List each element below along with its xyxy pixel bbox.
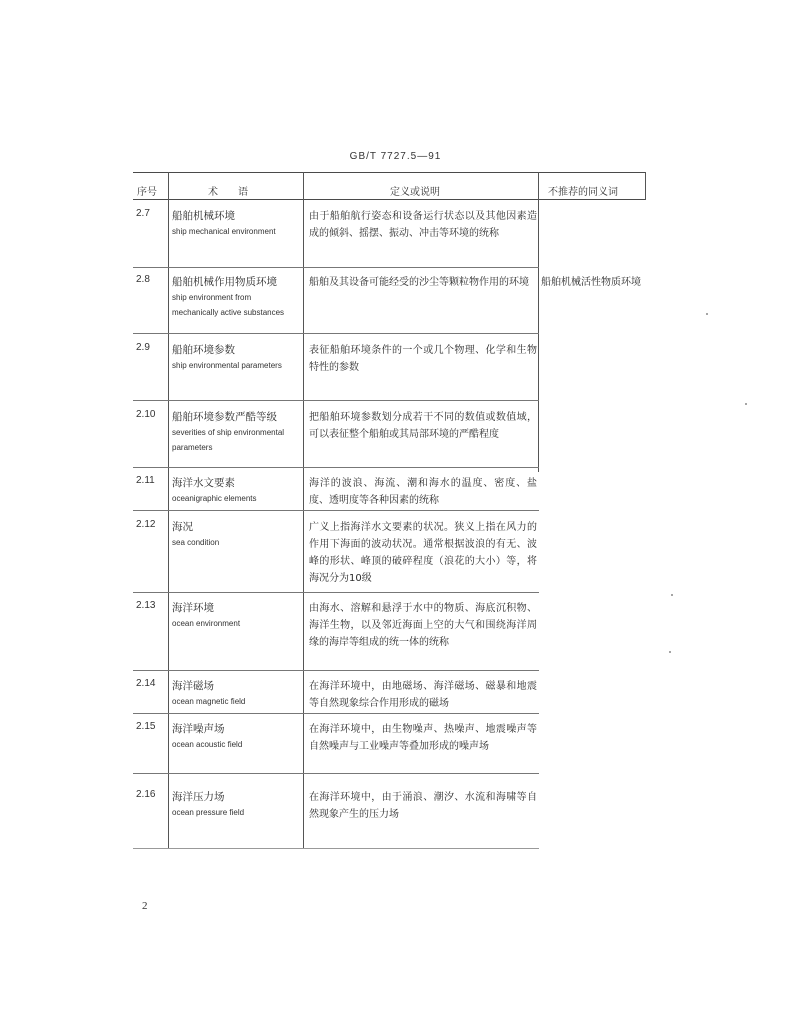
term-chinese: 海况 bbox=[172, 521, 193, 533]
term-english: ocean pressure field bbox=[172, 808, 245, 817]
row-separator bbox=[133, 267, 539, 268]
term-english: ocean environment bbox=[172, 619, 241, 628]
term-definition: 把船舶环境参数划分成若干不同的数值或数值域，可以表征整个船舶或其局部环境的严酷程度 bbox=[309, 412, 537, 440]
col-header-synonym: 不推荐的同义词 bbox=[548, 187, 618, 198]
term-chinese: 船舶环境参数严酷等级 bbox=[172, 411, 277, 423]
term-english: sea condition bbox=[172, 538, 220, 547]
term-english: ocean magnetic field bbox=[172, 697, 246, 706]
row-separator bbox=[133, 713, 539, 714]
term-number: 2.10 bbox=[136, 409, 156, 420]
term-number: 2.8 bbox=[136, 274, 150, 285]
term-definition: 由海水、溶解和悬浮于水中的物质、海底沉积物、海洋生物，以及邻近海面上空的大气和围绕海洋周缘的海岸等组成的统一体的统称 bbox=[309, 603, 537, 648]
term-number: 2.14 bbox=[136, 678, 156, 689]
term-number: 2.15 bbox=[136, 721, 156, 732]
page-number: 2 bbox=[142, 900, 148, 912]
term-definition: 表征船舶环境条件的一个或几个物理、化学和生物特性的参数 bbox=[309, 345, 537, 373]
row-separator bbox=[133, 592, 539, 593]
row-separator bbox=[133, 400, 539, 401]
table-header-rule bbox=[133, 199, 646, 200]
table-bottom-rule bbox=[133, 848, 539, 849]
term-number: 2.7 bbox=[136, 208, 150, 219]
term-chinese: 海洋噪声场 bbox=[172, 723, 225, 735]
term-number: 2.13 bbox=[136, 600, 156, 611]
scan-speck bbox=[706, 313, 708, 315]
term-chinese: 船舶环境参数 bbox=[172, 344, 235, 356]
standard-header: GB/T 7727.5—91 bbox=[349, 151, 442, 162]
term-definition: 在海洋环境中，由于涌浪、潮汐、水流和海啸等自然现象产生的压力场 bbox=[309, 792, 537, 820]
scan-speck bbox=[669, 651, 671, 653]
term-chinese: 船舶机械作用物质环境 bbox=[172, 276, 277, 288]
term-chinese: 海洋环境 bbox=[172, 602, 214, 614]
col-header-definition: 定义或说明 bbox=[390, 187, 440, 198]
term-number: 2.12 bbox=[136, 519, 156, 530]
term-english: ocean acoustic field bbox=[172, 740, 243, 749]
term-english: ship environment from mechanically active substances bbox=[172, 293, 285, 317]
term-definition: 海洋的波浪、海流、潮和海水的温度、密度、盐度、透明度等各种因素的统称 bbox=[309, 478, 537, 506]
scan-speck bbox=[671, 594, 673, 596]
non-preferred-synonym: 船舶机械活性物质环境 bbox=[541, 277, 641, 288]
term-chinese: 海洋磁场 bbox=[172, 680, 214, 692]
term-definition: 在海洋环境中，由生物噪声、热噪声、地震噪声等自然噪声与工业噪声等叠加形成的噪声场 bbox=[309, 724, 537, 752]
term-definition: 在海洋环境中，由地磁场、海洋磁场、磁暴和地震等自然现象综合作用形成的磁场 bbox=[309, 681, 537, 709]
term-number: 2.16 bbox=[136, 789, 156, 800]
term-number: 2.9 bbox=[136, 342, 150, 353]
row-separator bbox=[133, 333, 539, 334]
term-chinese: 海洋水文要素 bbox=[172, 477, 235, 489]
row-separator bbox=[133, 467, 539, 468]
col-header-num: 序号 bbox=[137, 187, 157, 198]
row-separator bbox=[133, 773, 539, 774]
table-right-border bbox=[645, 172, 646, 200]
term-chinese: 船舶机械环境 bbox=[172, 210, 235, 222]
term-english: severities of ship environmental parameters bbox=[172, 428, 285, 452]
col-divider-3 bbox=[538, 172, 539, 472]
term-definition: 由于船舶航行姿态和设备运行状态以及其他因素造成的倾斜、摇摆、振动、冲击等环境的统称 bbox=[309, 211, 537, 239]
scan-speck bbox=[745, 403, 747, 405]
col-header-term: 术 语 bbox=[208, 187, 248, 198]
term-english: ship environmental parameters bbox=[172, 361, 282, 370]
term-definition: 广义上指海洋水文要素的状况。狭义上指在风力的作用下海面的波动状况。通常根据波浪的有无、波峰的形状、峰顶的破碎程度（浪花的大小）等，将海况分为10级 bbox=[309, 522, 537, 584]
term-number: 2.11 bbox=[136, 475, 155, 486]
term-chinese: 海洋压力场 bbox=[172, 791, 225, 803]
row-separator bbox=[133, 670, 539, 671]
term-definition: 船舶及其设备可能经受的沙尘等颗粒物作用的环境 bbox=[309, 277, 529, 288]
row-separator bbox=[133, 510, 539, 511]
term-english: oceanigraphic elements bbox=[172, 494, 257, 503]
term-english: ship mechanical environment bbox=[172, 227, 276, 236]
table-top-rule bbox=[133, 172, 646, 173]
